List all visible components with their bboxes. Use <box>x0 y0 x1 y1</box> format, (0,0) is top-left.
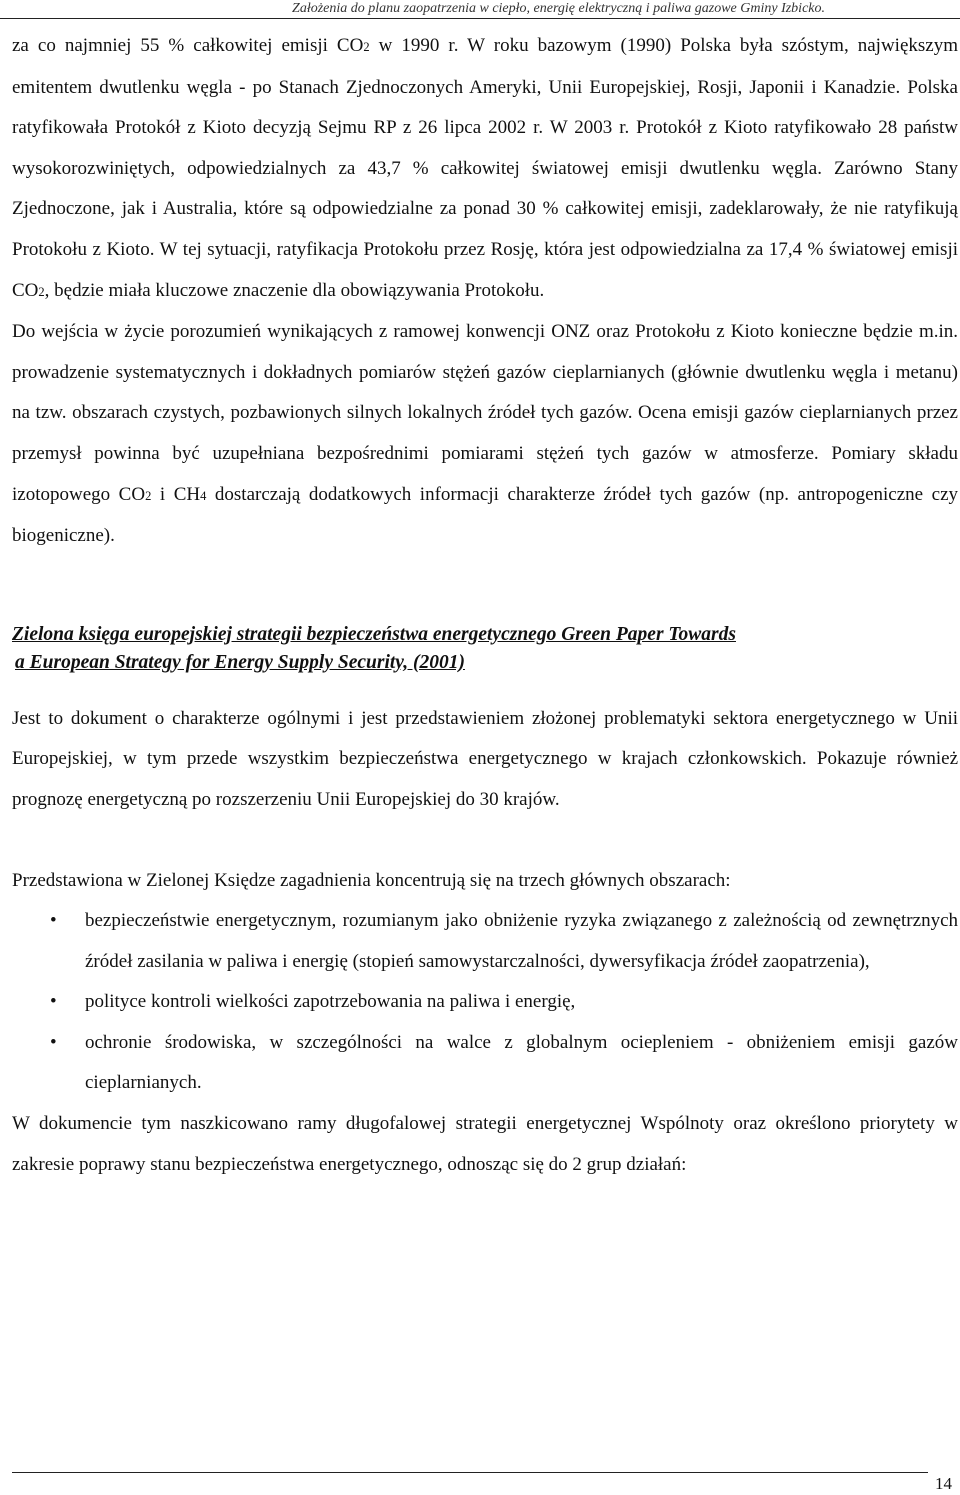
list-item-text: bezpieczeństwie energetycznym, rozumianym jako obniżenie ryzyka związanego z zależnością od zewnętrznych źródeł zasilania w paliwa i energię (stopień samowystarczalności, dywersyfikacja źródeł zaopatrzenia), <box>85 910 958 972</box>
list-item <box>12 1023 958 1104</box>
paragraph-text: i CH <box>151 483 201 505</box>
spacer <box>12 677 958 699</box>
list-item-text: ochronie środowiska, w szczególności na walce z globalnym ociepleniem - obniżeniem emisji gazów cieplarnianych. <box>85 1031 958 1094</box>
list-item <box>12 901 958 982</box>
subscript: 2 <box>145 488 152 503</box>
paragraph-kyoto-emissions <box>12 26 958 312</box>
paragraph-text: dostarczają dodatkowych informacji charakterze źródeł tych gazów (np. antropogeniczne czy biogeniczne). <box>12 483 958 547</box>
paragraph-areas-intro: Przedstawiona w Zielonej Księdze zagadnienia koncentrują się na trzech głównych obszarach: <box>12 869 731 891</box>
paragraph-text: za co najmniej 55 % całkowitej emisji CO <box>12 35 364 56</box>
paragraph-text: w 1990 r. W roku bazowym (1990) Polska była szóstym, największym emitentem dwutlenku węgla - po Stanach Zjednoczonych Ameryki, Unii Europejskiej, Rosji, Japonii i Kanadzie. Polska ratyfikowała Protokół z Kioto decyzją Sejmu RP z 26 lipca 2002 r. W 2003 r. Protokół z Kioto ratyfikowało 28 państw wysokorozwiniętych, odpowiedzialnych za 43,7 % całkowitej światowej emisji dwutlenku węgla. Zarówno Stany Zjednoczone, jak i Australia, które są odpowiedzialne za ponad 30 % całkowitej emisji, zadeklarowały, że nie ratyfikują Protokołu z Kioto. W tej sytuacji, ratyfikacja Protokołu przez Rosję, która jest odpowiedzialna za 17,4 % światowej emisji CO <box>12 35 958 301</box>
section-heading-line: Zielona księga europejskiej strategii bezpieczeństwa energetycznego Green Paper Towards <box>12 623 736 645</box>
paragraph-text: Do wejścia w życie porozumień wynikających z ramowej konwencji ONZ oraz Protokołu z Kioto konieczne będzie m.in. prowadzenie systematycznych i dokładnych pomiarów stężeń gazów cieplarnianych (głównie dwutlenku węgla i metanu) na tzw. obszarach czystych, pozbawionych silnych lokalnych źródeł tych gazów. Ocena emisji gazów cieplarnianych przez przemysł powinna być uzupełniana bezpośrednimi pomiarami stężeń tych gazów w atmosferze. Pomiary składu izotopowego CO <box>12 321 958 505</box>
paragraph-document-description: Jest to dokument o charakterze ogólnymi i jest przedstawieniem złożonej problematyki sektora energetycznego w Unii Europejskiej, w tym przede wszystkim bezpieczeństwa energetycznego w krajach członkowskich. Pokazuje również prognozę energetyczną po rozszerzeniu Unii Europejskiej do 30 krajów. <box>12 707 958 810</box>
page-number: 14 <box>935 1474 952 1493</box>
running-header <box>0 0 960 19</box>
subscript: 4 <box>200 488 207 503</box>
running-header-text: Założenia do planu zaopatrzenia w ciepło, energię elektryczną i paliwa gazowe Gminy Izbicko. <box>292 1 825 16</box>
list-item <box>12 982 958 1023</box>
bullet-icon: • <box>50 910 57 932</box>
section-heading <box>12 621 958 677</box>
spacer <box>12 557 958 621</box>
footer-divider <box>12 1472 928 1473</box>
bullet-icon: • <box>50 991 57 1013</box>
bullet-icon: • <box>50 1031 57 1053</box>
paragraph-strategy-framework: W dokumencie tym naszkicowano ramy długofalowej strategii energetycznej Wspólnoty oraz określono priorytety w zakresie poprawy stanu bezpieczeństwa energetycznego, odnosząc się do 2 grup działań: <box>12 1113 958 1175</box>
subscript: 2 <box>38 284 45 299</box>
paragraph-text: , będzie miała kluczowe znaczenie dla obowiązywania Protokołu. <box>44 279 545 301</box>
list-item-text: polityce kontroli wielkości zapotrzebowania na paliwa i energię, <box>85 991 576 1013</box>
spacer <box>12 821 958 861</box>
paragraph-measurements <box>12 312 958 557</box>
page-body <box>12 26 958 1185</box>
areas-list <box>12 901 958 1104</box>
subscript: 2 <box>363 40 370 54</box>
section-heading-line: a European Strategy for Energy Supply Security, (2001) <box>15 651 465 673</box>
